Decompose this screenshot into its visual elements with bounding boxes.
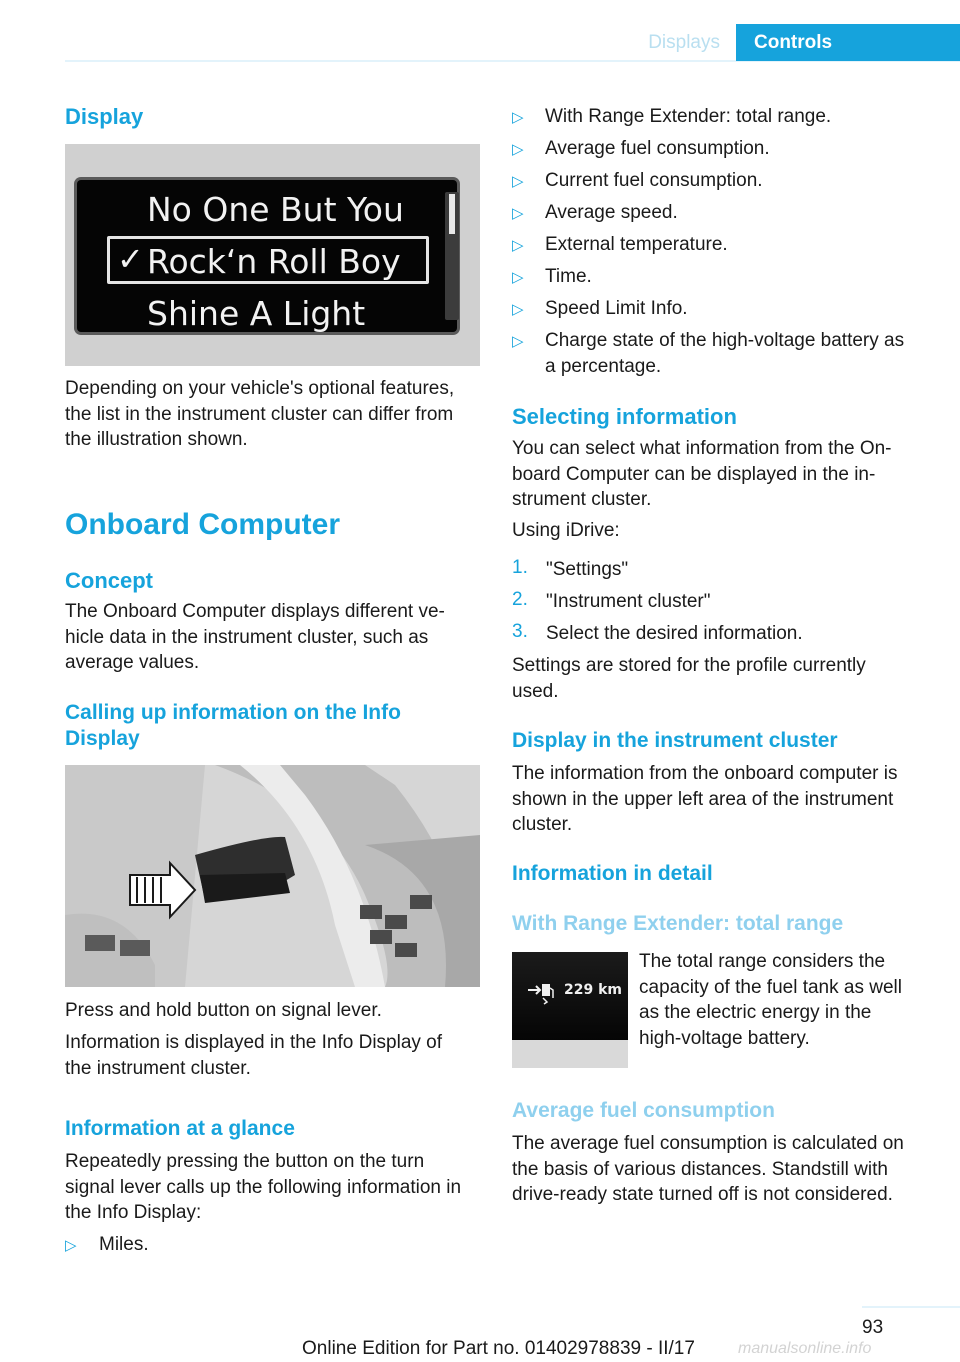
- menu-line-1: No One But You: [147, 190, 404, 229]
- header-chapter: Controls: [736, 24, 960, 61]
- avg-heading: Average fuel consumption: [512, 1099, 775, 1122]
- bullet-icon: ▷: [512, 301, 524, 318]
- display-heading: Display: [65, 104, 144, 129]
- list-item: Average fuel consumption.: [545, 138, 770, 159]
- display-cluster-text: The information from the onboard computer is shown in the upper left area of the instrument cluster.: [512, 763, 898, 835]
- glance-text: Repeatedly pressing the button on the turn signal lever calls up the following information in the Info Display:: [65, 1151, 462, 1223]
- bullet-icon: ▷: [512, 269, 524, 286]
- calling-heading: Calling up information on the Info Display: [65, 701, 401, 750]
- range-screen: [512, 952, 628, 1040]
- step-text: "Instrument cluster": [546, 591, 711, 612]
- avg-text: The average fuel consumption is calculated on the basis of various distances. Standstill with drive-ready state turned off is not considered.: [512, 1133, 904, 1205]
- bullet-icon: ▷: [512, 109, 524, 126]
- step-number: 3.: [512, 621, 528, 642]
- step-number: 1.: [512, 557, 528, 578]
- list-item: Average speed.: [545, 202, 678, 223]
- range-text: The total range considers the capacity of the fuel tank as well as the electric energy in the high-voltage battery.: [639, 951, 902, 1049]
- page-number: 93: [862, 1317, 884, 1338]
- selecting-heading: Selecting information: [512, 404, 737, 429]
- bullet-icon: ▷: [512, 141, 524, 158]
- range-value: 229 km: [564, 982, 622, 998]
- stored-text: Settings are stored for the profile currently used.: [512, 655, 866, 702]
- menu-line-3: Shine A Light: [147, 294, 366, 333]
- watermark: manualsonline.info: [738, 1340, 872, 1357]
- bullet-icon: ▷: [512, 205, 524, 222]
- bullet-icon: ▷: [512, 173, 524, 190]
- glance-heading: Information at a glance: [65, 1117, 295, 1140]
- check-icon: ✓: [117, 240, 144, 278]
- list-item: Speed Limit Info.: [545, 298, 688, 319]
- list-item: With Range Extender: total range.: [545, 106, 832, 127]
- signal-lever-photo: [65, 765, 480, 987]
- bullet-icon: ▷: [512, 237, 524, 254]
- list-item: Charge state of the high-voltage battery as a percentage.: [545, 330, 905, 377]
- scrollbar-thumb: [449, 194, 455, 234]
- using-idrive: Using iDrive:: [512, 520, 620, 541]
- menu-line-2: Rock‘n Roll Boy: [147, 242, 401, 281]
- list-item: External temperature.: [545, 234, 728, 255]
- detail-heading: Information in detail: [512, 862, 713, 885]
- concept-text: The Onboard Computer displays different ve- hicle data in the instrument cluster, such as average values.: [65, 601, 445, 673]
- bullet-icon: ▷: [512, 333, 524, 350]
- onboard-computer-title: Onboard Computer: [65, 508, 340, 541]
- display-illustration: [65, 144, 480, 366]
- step-number: 2.: [512, 589, 528, 610]
- press-text: Press and hold button on signal lever.: [65, 1000, 382, 1021]
- selecting-text: You can select what information from the On- board Computer can be displayed in the in- strument cluster.: [512, 438, 892, 510]
- bullet-icon: ▷: [65, 1237, 77, 1254]
- edition-footer: Online Edition for Part no. 01402978839 - II/17: [302, 1338, 695, 1359]
- signal-lever-drawing: [65, 765, 480, 987]
- concept-heading: Concept: [65, 568, 153, 593]
- range-display-image: [512, 952, 628, 1068]
- page-number-rule: [862, 1306, 960, 1308]
- range-heading: With Range Extender: total range: [512, 912, 844, 935]
- list-item: Current fuel consumption.: [545, 170, 763, 191]
- header-section: Displays: [648, 32, 720, 53]
- display-cluster-heading: Display in the instrument cluster: [512, 729, 838, 752]
- display-screen: [77, 180, 457, 332]
- info-text: Information is displayed in the Info Display of the instrument cluster.: [65, 1032, 443, 1079]
- list-item: Time.: [545, 266, 592, 287]
- display-note: Depending on your vehicle's optional features, the list in the instrument cluster can differ from the illustration shown.: [65, 378, 455, 450]
- step-text: Select the desired information.: [546, 623, 803, 644]
- list-item: Miles.: [99, 1234, 149, 1255]
- step-text: "Settings": [546, 559, 629, 580]
- fuel-pump-icon: [526, 980, 556, 1006]
